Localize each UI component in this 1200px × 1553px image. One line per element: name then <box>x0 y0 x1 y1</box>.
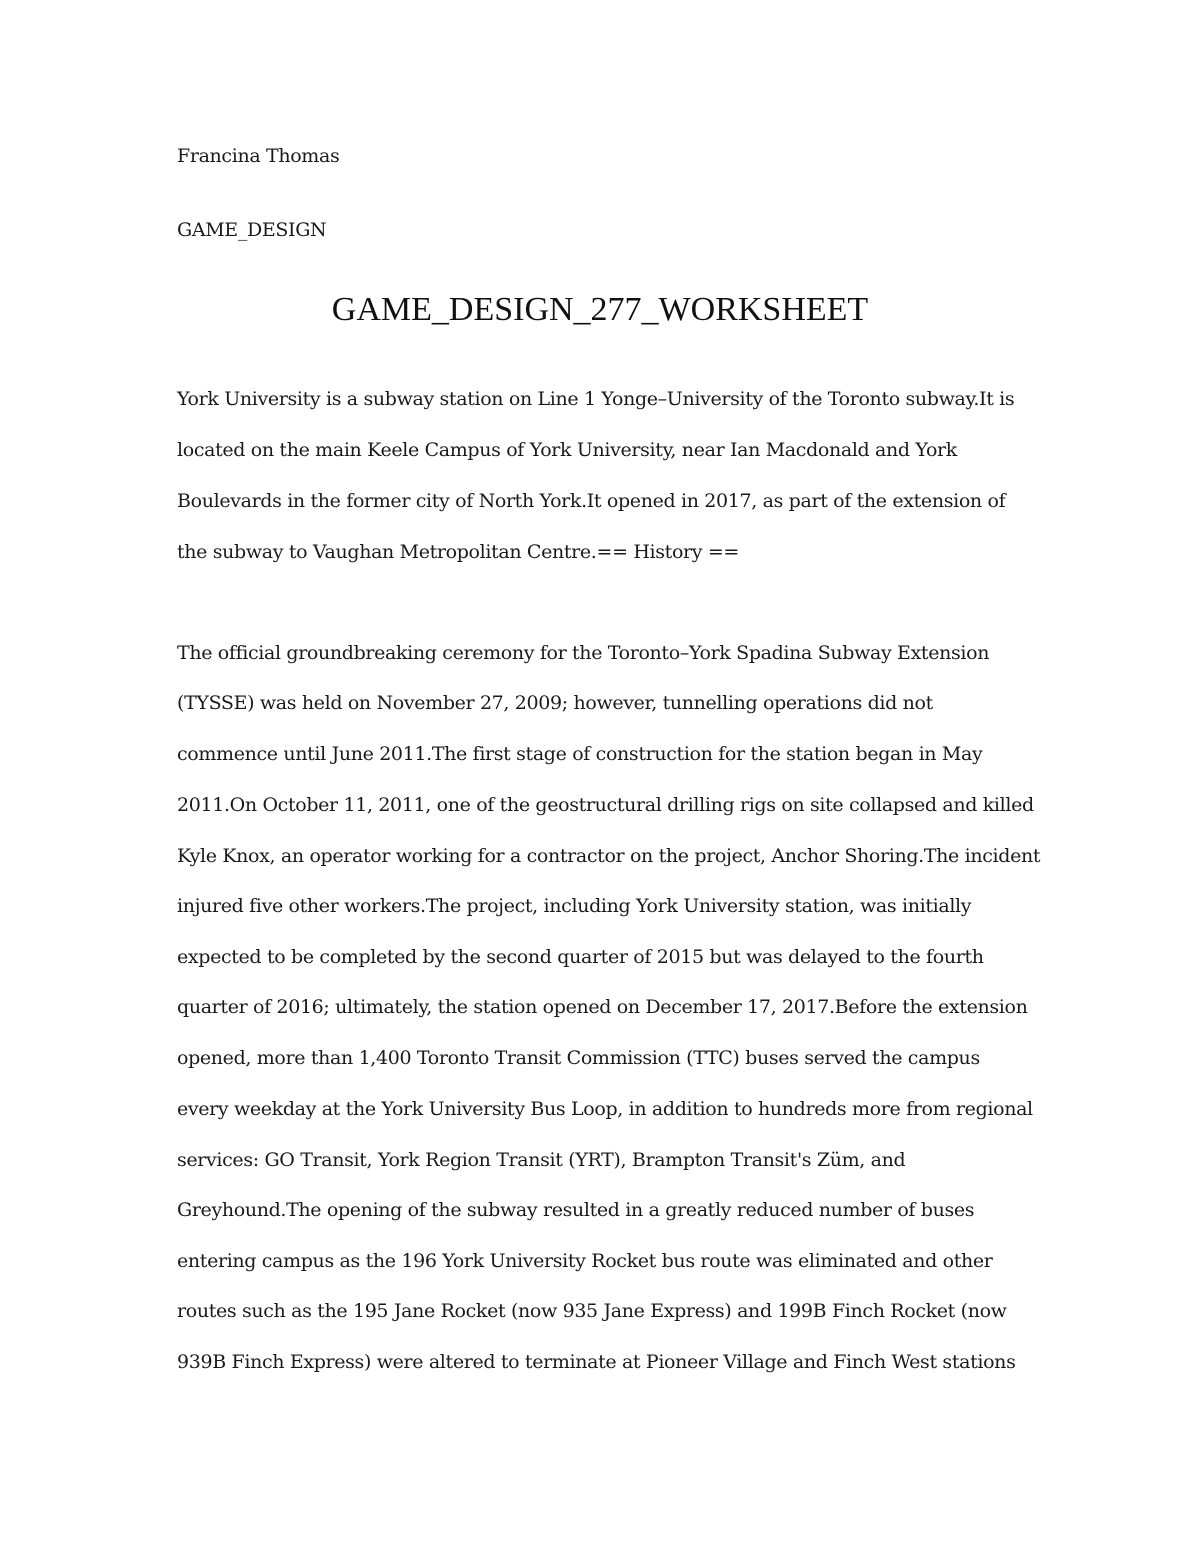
paragraph-line: York University is a subway station on Line 1 Yonge–University of the Toronto subway.It is <box>177 388 1015 410</box>
course-name: GAME_DESIGN <box>177 219 327 241</box>
paragraph-line: quarter of 2016; ultimately, the station opened on December 17, 2017.Before the extension <box>177 996 1028 1018</box>
paragraph-line: 2011.On October 11, 2011, one of the geostructural drilling rigs on site collapsed and killed <box>177 794 1034 816</box>
paragraph-line: (TYSSE) was held on November 27, 2009; however, tunnelling operations did not <box>177 692 933 714</box>
paragraph-line: injured five other workers.The project, including York University station, was initially <box>177 895 972 917</box>
paragraph-line: 939B Finch Express) were altered to terminate at Pioneer Village and Finch West stations <box>177 1351 1016 1373</box>
paragraph-line: Greyhound.The opening of the subway resulted in a greatly reduced number of buses <box>177 1199 975 1221</box>
paragraph-line: entering campus as the 196 York University Rocket bus route was eliminated and other <box>177 1250 993 1272</box>
paragraph-line: services: GO Transit, York Region Transit (YRT), Brampton Transit's Züm, and <box>177 1149 906 1171</box>
paragraph-line: routes such as the 195 Jane Rocket (now 935 Jane Express) and 199B Finch Rocket (now <box>177 1300 1007 1322</box>
paragraph-line: the subway to Vaughan Metropolitan Centre.== History == <box>177 541 739 563</box>
document-title: GAME_DESIGN_277_WORKSHEET <box>331 291 869 328</box>
paragraph-line: Kyle Knox, an operator working for a contractor on the project, Anchor Shoring.The incident <box>177 845 1041 867</box>
paragraph-line: opened, more than 1,400 Toronto Transit Commission (TTC) buses served the campus <box>177 1047 980 1069</box>
paragraph-line: Boulevards in the former city of North York.It opened in 2017, as part of the extension of <box>177 490 1006 512</box>
paragraph-line: expected to be completed by the second quarter of 2015 but was delayed to the fourth <box>177 946 984 968</box>
paragraph-line: The official groundbreaking ceremony for the Toronto–York Spadina Subway Extension <box>177 642 990 664</box>
paragraph-line: every weekday at the York University Bus Loop, in addition to hundreds more from regional <box>177 1098 1033 1120</box>
author-name: Francina Thomas <box>177 145 340 167</box>
paragraph-line: located on the main Keele Campus of York University, near Ian Macdonald and York <box>177 439 957 461</box>
paragraph-line: commence until June 2011.The first stage of construction for the station began in May <box>177 743 983 765</box>
